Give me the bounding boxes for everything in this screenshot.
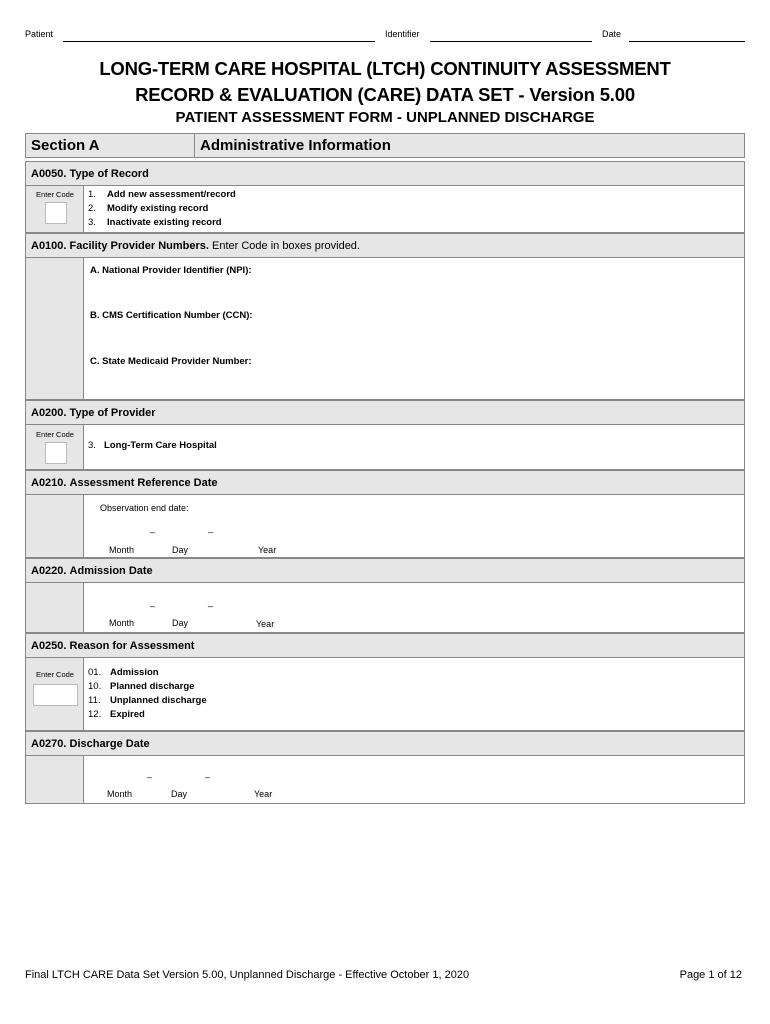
- section-title: Administrative Information: [200, 137, 391, 154]
- a0100-header: [25, 233, 745, 258]
- a0250-code-column: [26, 658, 84, 730]
- a0220-header: [25, 558, 745, 583]
- enter-code-label: Enter Code: [36, 670, 74, 679]
- form-title-line1: LONG-TERM CARE HOSPITAL (LTCH) CONTINUITY ASSESSMENT: [99, 58, 671, 79]
- a0250-title: Reason for Assessment: [69, 640, 195, 652]
- day-label: Day: [172, 545, 189, 555]
- a0100-title: Facility Provider Numbers.: [69, 240, 209, 252]
- a0200-option: 3. Long-Term Care Hospital: [88, 440, 217, 451]
- a0210-header: [25, 470, 745, 495]
- day-label: Day: [172, 618, 189, 628]
- year-label: Year: [254, 789, 273, 799]
- a0050-option-2: 2. Modify existing record: [88, 203, 209, 214]
- ccn-label: B. CMS Certification Number (CCN):: [90, 310, 253, 321]
- a0050-code: A0050.: [31, 168, 67, 180]
- npi-label: A. National Provider Identifier (NPI):: [90, 265, 252, 276]
- enter-code-label: Enter Code: [36, 190, 74, 199]
- a0200-body: [25, 425, 745, 470]
- date-dash: _: [147, 768, 153, 778]
- a0200-title: Type of Provider: [69, 407, 156, 419]
- form-title-line2: RECORD & EVALUATION (CARE) DATA SET - Version 5.00: [135, 84, 635, 105]
- date-field[interactable]: [629, 41, 745, 42]
- a0270-code: A0270.: [31, 738, 67, 750]
- a0250-code-box[interactable]: [33, 684, 78, 706]
- a0050-code-box[interactable]: [45, 202, 67, 224]
- a0270-left-column: [26, 756, 84, 803]
- a0050-title: Type of Record: [69, 168, 149, 180]
- a0220-body: [25, 583, 745, 633]
- a0100-code: A0100.: [31, 240, 67, 252]
- form-subtitle: PATIENT ASSESSMENT FORM - UNPLANNED DISCHARGE: [175, 109, 595, 126]
- a0250-option-2: 10. Planned discharge: [88, 681, 195, 692]
- date-dash: _: [150, 523, 156, 533]
- date-label: Date: [602, 29, 622, 39]
- section-header: [25, 133, 745, 158]
- a0200-code-column: [26, 425, 84, 469]
- a0210-code: A0210.: [31, 477, 67, 489]
- patient-field[interactable]: [63, 41, 375, 42]
- a0250-header: [25, 633, 745, 658]
- a0270-title: Discharge Date: [69, 738, 150, 750]
- a0050-option-1: 1. Add new assessment/record: [88, 189, 236, 200]
- identifier-field[interactable]: [430, 41, 592, 42]
- observation-end-label: Observation end date:: [100, 503, 189, 513]
- a0270-header: [25, 731, 745, 756]
- a0100-body: [25, 258, 745, 400]
- month-label: Month: [109, 618, 135, 628]
- medicaid-label: C. State Medicaid Provider Number:: [90, 356, 252, 367]
- a0050-body: [25, 186, 745, 233]
- a0250-option-3: 11. Unplanned discharge: [88, 695, 207, 706]
- month-label: Month: [109, 545, 135, 555]
- a0050-header: [25, 161, 745, 186]
- a0250-option-1: 01. Admission: [88, 667, 159, 678]
- a0250-code: A0250.: [31, 640, 67, 652]
- a0220-code: A0220.: [31, 565, 67, 577]
- a0100-left-column: [26, 258, 84, 399]
- a0200-code: A0200.: [31, 407, 67, 419]
- a0250-body: [25, 658, 745, 731]
- year-label: Year: [258, 545, 277, 555]
- page-number: Page 1 of 12: [679, 969, 742, 981]
- date-dash: _: [208, 597, 214, 607]
- a0220-title: Admission Date: [69, 565, 153, 577]
- a0220-left-column: [26, 583, 84, 632]
- a0100-desc: Enter Code in boxes provided.: [212, 240, 360, 252]
- date-dash: _: [205, 768, 211, 778]
- enter-code-label: Enter Code: [36, 430, 74, 439]
- a0050-option-3: 3. Inactivate existing record: [88, 217, 222, 228]
- identifier-label: Identifier: [385, 29, 420, 39]
- date-dash: _: [208, 523, 214, 533]
- a0210-title: Assessment Reference Date: [69, 477, 218, 489]
- section-name: Section A: [26, 134, 195, 157]
- a0200-code-box[interactable]: [45, 442, 67, 464]
- footer-text: Final LTCH CARE Data Set Version 5.00, Unplanned Discharge - Effective October 1, 2020: [25, 969, 470, 981]
- patient-label: Patient: [25, 29, 54, 39]
- a0200-header: [25, 400, 745, 425]
- a0210-body: [25, 495, 745, 558]
- month-label: Month: [107, 789, 133, 799]
- a0270-body: [25, 756, 745, 804]
- a0250-option-4: 12. Expired: [88, 709, 145, 720]
- date-dash: _: [150, 597, 156, 607]
- day-label: Day: [171, 789, 188, 799]
- a0050-code-column: [26, 186, 84, 232]
- year-label: Year: [256, 619, 275, 629]
- a0210-left-column: [26, 495, 84, 557]
